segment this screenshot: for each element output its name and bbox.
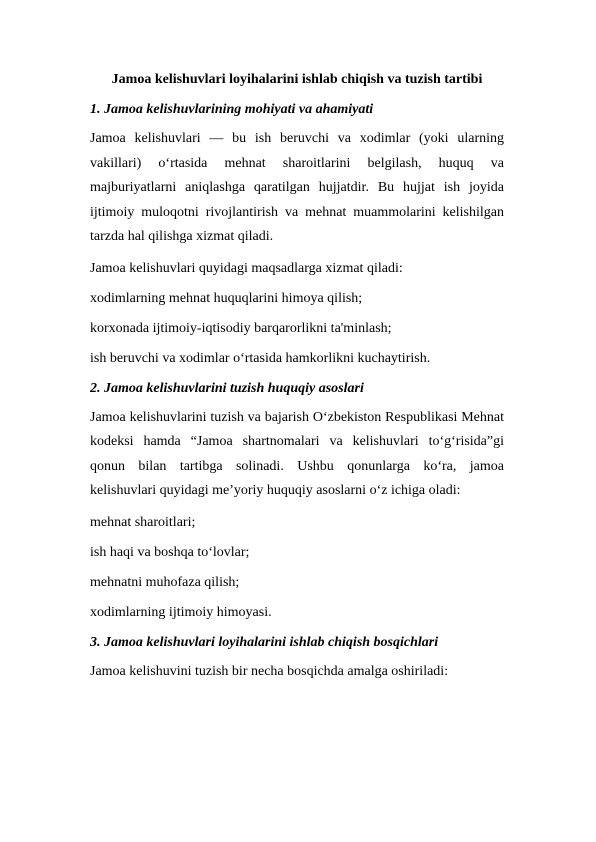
list-item: korxonada ijtimoiy-iqtisodiy barqarorlikni ta'minlash; — [90, 320, 392, 336]
section-heading-2: 2. Jamoa kelishuvlarini tuzish huquqiy asoslari — [90, 380, 364, 396]
section-1-intro: Jamoa kelishuvlari quyidagi maqsadlarga xizmat qiladi: — [90, 260, 403, 276]
document-title: Jamoa kelishuvlari loyihalarini ishlab chiqish va tuzish tartibi — [111, 72, 483, 87]
section-2-paragraph: Jamoa kelishuvlarini tuzish va bajarish O‘zbekiston Respublikasi Mehnat kodeksi hamda “Jamoa shartnomalari va kelishuvlari to‘g‘risida”gi qonun bilan tartibga solinadi. Ushbu qonunlarga ko‘ra, jamoa kelishuvlari quyidagi me’yoriy huquqiy asoslarni o‘z ichiga oladi: — [90, 409, 504, 498]
section-heading-1: 1. Jamoa kelishuvlarining mohiyati va ahamiyati — [90, 102, 374, 117]
section-3-paragraph: Jamoa kelishuvini tuzish bir necha bosqichda amalga oshiriladi: — [90, 663, 449, 679]
list-item: ish haqi va boshqa to‘lovlar; — [90, 544, 250, 560]
document-page — [90, 68, 504, 690]
list-item: xodimlarning mehnat huquqlarini himoya qilish; — [90, 290, 363, 306]
section-1-paragraph: Jamoa kelishuvlari — bu ish beruvchi va xodimlar (yoki ularning vakillari) o‘rtasida mehnat sharoitlarini belgilash, huquq va majburiyatlarni aniqlashga qaratilgan hujjatdir. Bu hujjat ish joyida ijtimoiy muloqotni rivojlantirish va mehnat muammolarini kelishilgan tarzda hal qilishga xizmat qiladi. — [90, 131, 504, 244]
list-item: ish beruvchi va xodimlar o‘rtasida hamkorlikni kuchaytirish. — [90, 350, 431, 366]
list-item: mehnat sharoitlari; — [90, 514, 196, 530]
section-heading-3: 3. Jamoa kelishuvlari loyihalarini ishlab chiqish bosqichlari — [90, 634, 439, 650]
list-item: mehnatni muhofaza qilish; — [90, 574, 240, 590]
list-item: xodimlarning ijtimoiy himoyasi. — [90, 604, 272, 620]
